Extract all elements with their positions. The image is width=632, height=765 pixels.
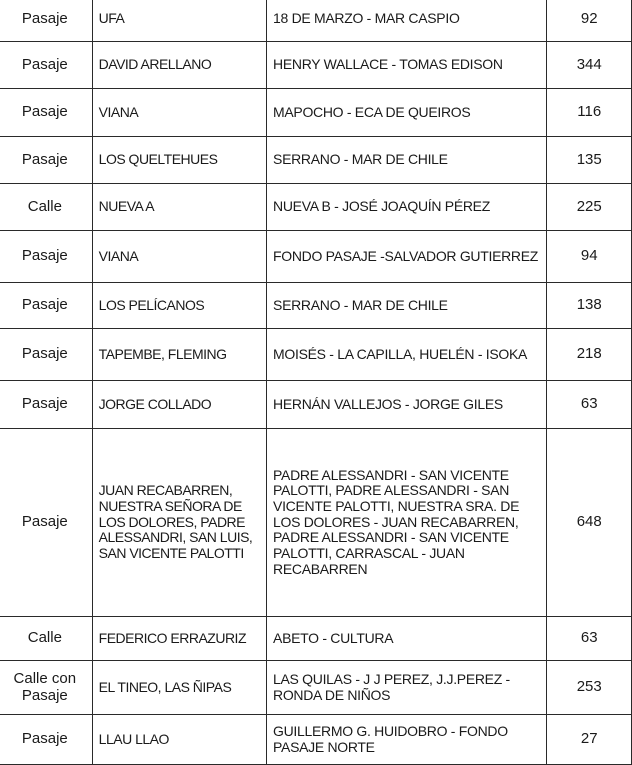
row-section: LAS QUILAS - J J PEREZ, J.J.PEREZ -RONDA DE NIÑOS <box>267 661 547 715</box>
row-section: FONDO PASAJE -SALVADOR GUTIERREZ <box>267 231 547 283</box>
row-type: Pasaje <box>0 329 92 381</box>
table-row <box>0 0 632 42</box>
row-quantity: 218 <box>547 329 632 381</box>
row-type: Calle <box>0 617 92 661</box>
table-row <box>0 184 632 231</box>
row-street-name: EL TINEO, LAS ÑIPAS <box>92 661 266 715</box>
row-type: Pasaje <box>0 381 92 429</box>
row-section: SERRANO - MAR DE CHILE <box>267 283 547 329</box>
row-section: HENRY WALLACE - TOMAS EDISON <box>267 42 547 89</box>
row-street-name: LOS QUELTEHUES <box>92 137 266 184</box>
row-section: HERNÁN VALLEJOS - JORGE GILES <box>267 381 547 429</box>
row-section: MOISÉS - LA CAPILLA, HUELÉN - ISOKA <box>267 329 547 381</box>
row-quantity: 27 <box>547 715 632 765</box>
row-type: Pasaje <box>0 0 92 42</box>
table-row <box>0 283 632 329</box>
row-street-name: LOS PELÍCANOS <box>92 283 266 329</box>
row-type: Pasaje <box>0 137 92 184</box>
row-type: Pasaje <box>0 715 92 765</box>
row-quantity: 92 <box>547 0 632 42</box>
row-type: Pasaje <box>0 231 92 283</box>
row-street-name: TAPEMBE, FLEMING <box>92 329 266 381</box>
row-quantity: 253 <box>547 661 632 715</box>
row-section: ABETO - CULTURA <box>267 617 547 661</box>
row-quantity: 135 <box>547 137 632 184</box>
row-section: PADRE ALESSANDRI - SAN VICENTE PALOTTI, PADRE ALESSANDRI - SAN VICENTE PALOTTI, NUESTRA SRA. DE LOS DOLORES - JUAN RECABARREN, PADRE ALESSANDRI - SAN VICENTE PALOTTI, CARRASCAL - JUAN RECABARREN <box>267 429 547 617</box>
table-row <box>0 329 632 381</box>
table-row <box>0 231 632 283</box>
row-street-name: VIANA <box>92 89 266 137</box>
row-type: Calle <box>0 184 92 231</box>
table-row <box>0 617 632 661</box>
row-street-name: FEDERICO ERRAZURIZ <box>92 617 266 661</box>
table-row <box>0 381 632 429</box>
table-row <box>0 715 632 765</box>
table-row <box>0 661 632 715</box>
row-type: Pasaje <box>0 283 92 329</box>
row-quantity: 94 <box>547 231 632 283</box>
row-street-name: VIANA <box>92 231 266 283</box>
row-type: Pasaje <box>0 42 92 89</box>
table-row <box>0 42 632 89</box>
row-street-name: UFA <box>92 0 266 42</box>
row-quantity: 63 <box>547 381 632 429</box>
row-type: Calle con Pasaje <box>0 661 92 715</box>
row-quantity: 138 <box>547 283 632 329</box>
row-section: SERRANO - MAR DE CHILE <box>267 137 547 184</box>
row-quantity: 648 <box>547 429 632 617</box>
row-quantity: 63 <box>547 617 632 661</box>
row-section: NUEVA B - JOSÉ JOAQUÍN PÉREZ <box>267 184 547 231</box>
row-street-name: DAVID ARELLANO <box>92 42 266 89</box>
row-section: GUILLERMO G. HUIDOBRO - FONDO PASAJE NORTE <box>267 715 547 765</box>
row-street-name: LLAU LLAO <box>92 715 266 765</box>
row-quantity: 116 <box>547 89 632 137</box>
row-quantity: 225 <box>547 184 632 231</box>
row-section: MAPOCHO - ECA DE QUEIROS <box>267 89 547 137</box>
row-quantity: 344 <box>547 42 632 89</box>
row-section: 18 DE MARZO - MAR CASPIO <box>267 0 547 42</box>
table-row <box>0 137 632 184</box>
row-street-name: NUEVA A <box>92 184 266 231</box>
row-type: Pasaje <box>0 89 92 137</box>
row-street-name: JUAN RECABARREN, NUESTRA SEÑORA DE LOS DOLORES, PADRE ALESSANDRI, SAN LUIS, SAN VICENTE PALOTTI <box>92 429 266 617</box>
row-type: Pasaje <box>0 429 92 617</box>
table-row <box>0 89 632 137</box>
table-row <box>0 429 632 617</box>
row-street-name: JORGE COLLADO <box>92 381 266 429</box>
